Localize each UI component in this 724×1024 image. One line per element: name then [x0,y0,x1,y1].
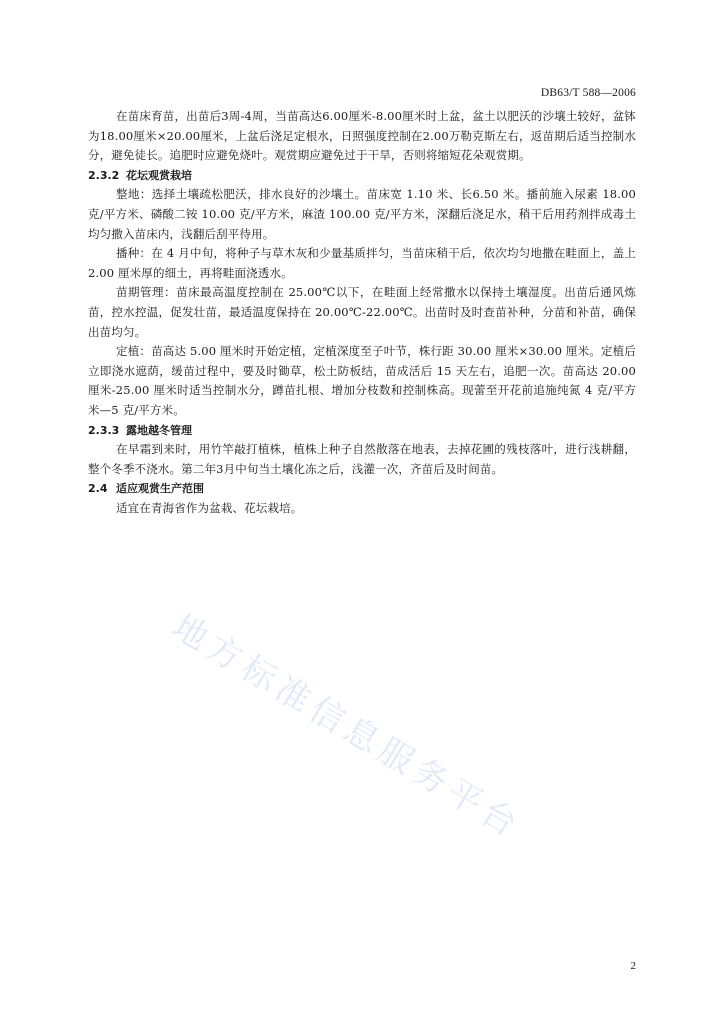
section-title: 露地越冬管理 [126,423,192,437]
paragraph-soil-prep: 整地：选择土壤疏松肥沃，排水良好的沙壤土。苗床宽 1.10 米、长6.50 米。播前施入尿素 18.00 克/平方米、磷酸二铵 10.00 克/平方米，麻渣 100.00 克/平方米，深翻后浇足水，稍干后用药剂拌成毒土均匀撒入苗床内，浅翻后刮平待用。 [88,187,636,241]
section-number: 2.3.3 [88,423,120,437]
section-number: 2.4 [88,482,108,496]
section-heading-2-3-3 [88,421,636,441]
paragraph-seedling-management: 苗期管理：苗床最高温度控制在 25.00℃以下，在畦面上经常撒水以保持土壤湿度。出苗后通风炼苗，控水控温，促发壮苗，最适温度保持在 20.00℃-22.00℃。出苗时及时查苗补种，分苗和补苗，确保出苗均匀。 [88,285,636,339]
header-rule [88,102,636,103]
section-title: 花坛观赏栽培 [126,168,192,182]
paragraph-overwintering: 在早霜到来时，用竹竿敲打植株，植株上种子自然散落在地表，去掉花圃的残枝落叶，进行浅耕翻，整个冬季不浇水。第二年3月中旬当土壤化冻之后，浅灌一次，齐苗后及时间苗。 [88,442,636,476]
paragraph-transplanting: 定植：苗高达 5.00 厘米时开始定植，定植深度至子叶节，株行距 30.00 厘米×30.00 厘米。定植后立即浇水遮荫，缓苗过程中，要及时锄草，松土防板结，苗成活后 15 天左右，追肥一次。苗高达 20.00 厘米-25.00 厘米时适当控制水分，蹲苗扎根、增加分枝数和控制株高。现蕾至开花前追施纯氮 4 克/平方米—5 克/平方米。 [88,344,636,417]
intro-paragraph: 在苗床育苗，出苗后3周-4周，当苗高达6.00厘米-8.00厘米时上盆，盆土以肥沃的沙壤土较好，盆钵为18.00厘米×20.00厘米，上盆后浇足定根水，日照强度控制在2.00万勒克斯左右，返苗期后适当控制水分，避免徒长。追肥时应避免烧叶。观赏期应避免过于干旱，否则将缩短花朵观赏期。 [88,109,636,163]
section-heading-2-4 [88,479,636,499]
document-code-header: DB63/T 588—2006 [540,87,636,99]
section-number: 2.3.2 [88,168,120,182]
paragraph-applicable-scope: 适宜在青海省作为盆栽、花坛栽培。 [116,500,303,515]
section-title: 适应观赏生产范围 [116,482,204,496]
paragraph-sowing: 播种：在 4 月中旬，将种子与草木灰和少量基质拌匀，当苗床稍干后，依次均匀地撒在畦面上，盖上 2.00 厘米厚的细土，再将畦面浇透水。 [88,246,636,280]
page-body [88,107,636,518]
watermark: 地方标准信息服务平台 [165,606,529,848]
section-heading-2-3-2 [88,166,636,186]
page-number: 2 [630,960,636,972]
